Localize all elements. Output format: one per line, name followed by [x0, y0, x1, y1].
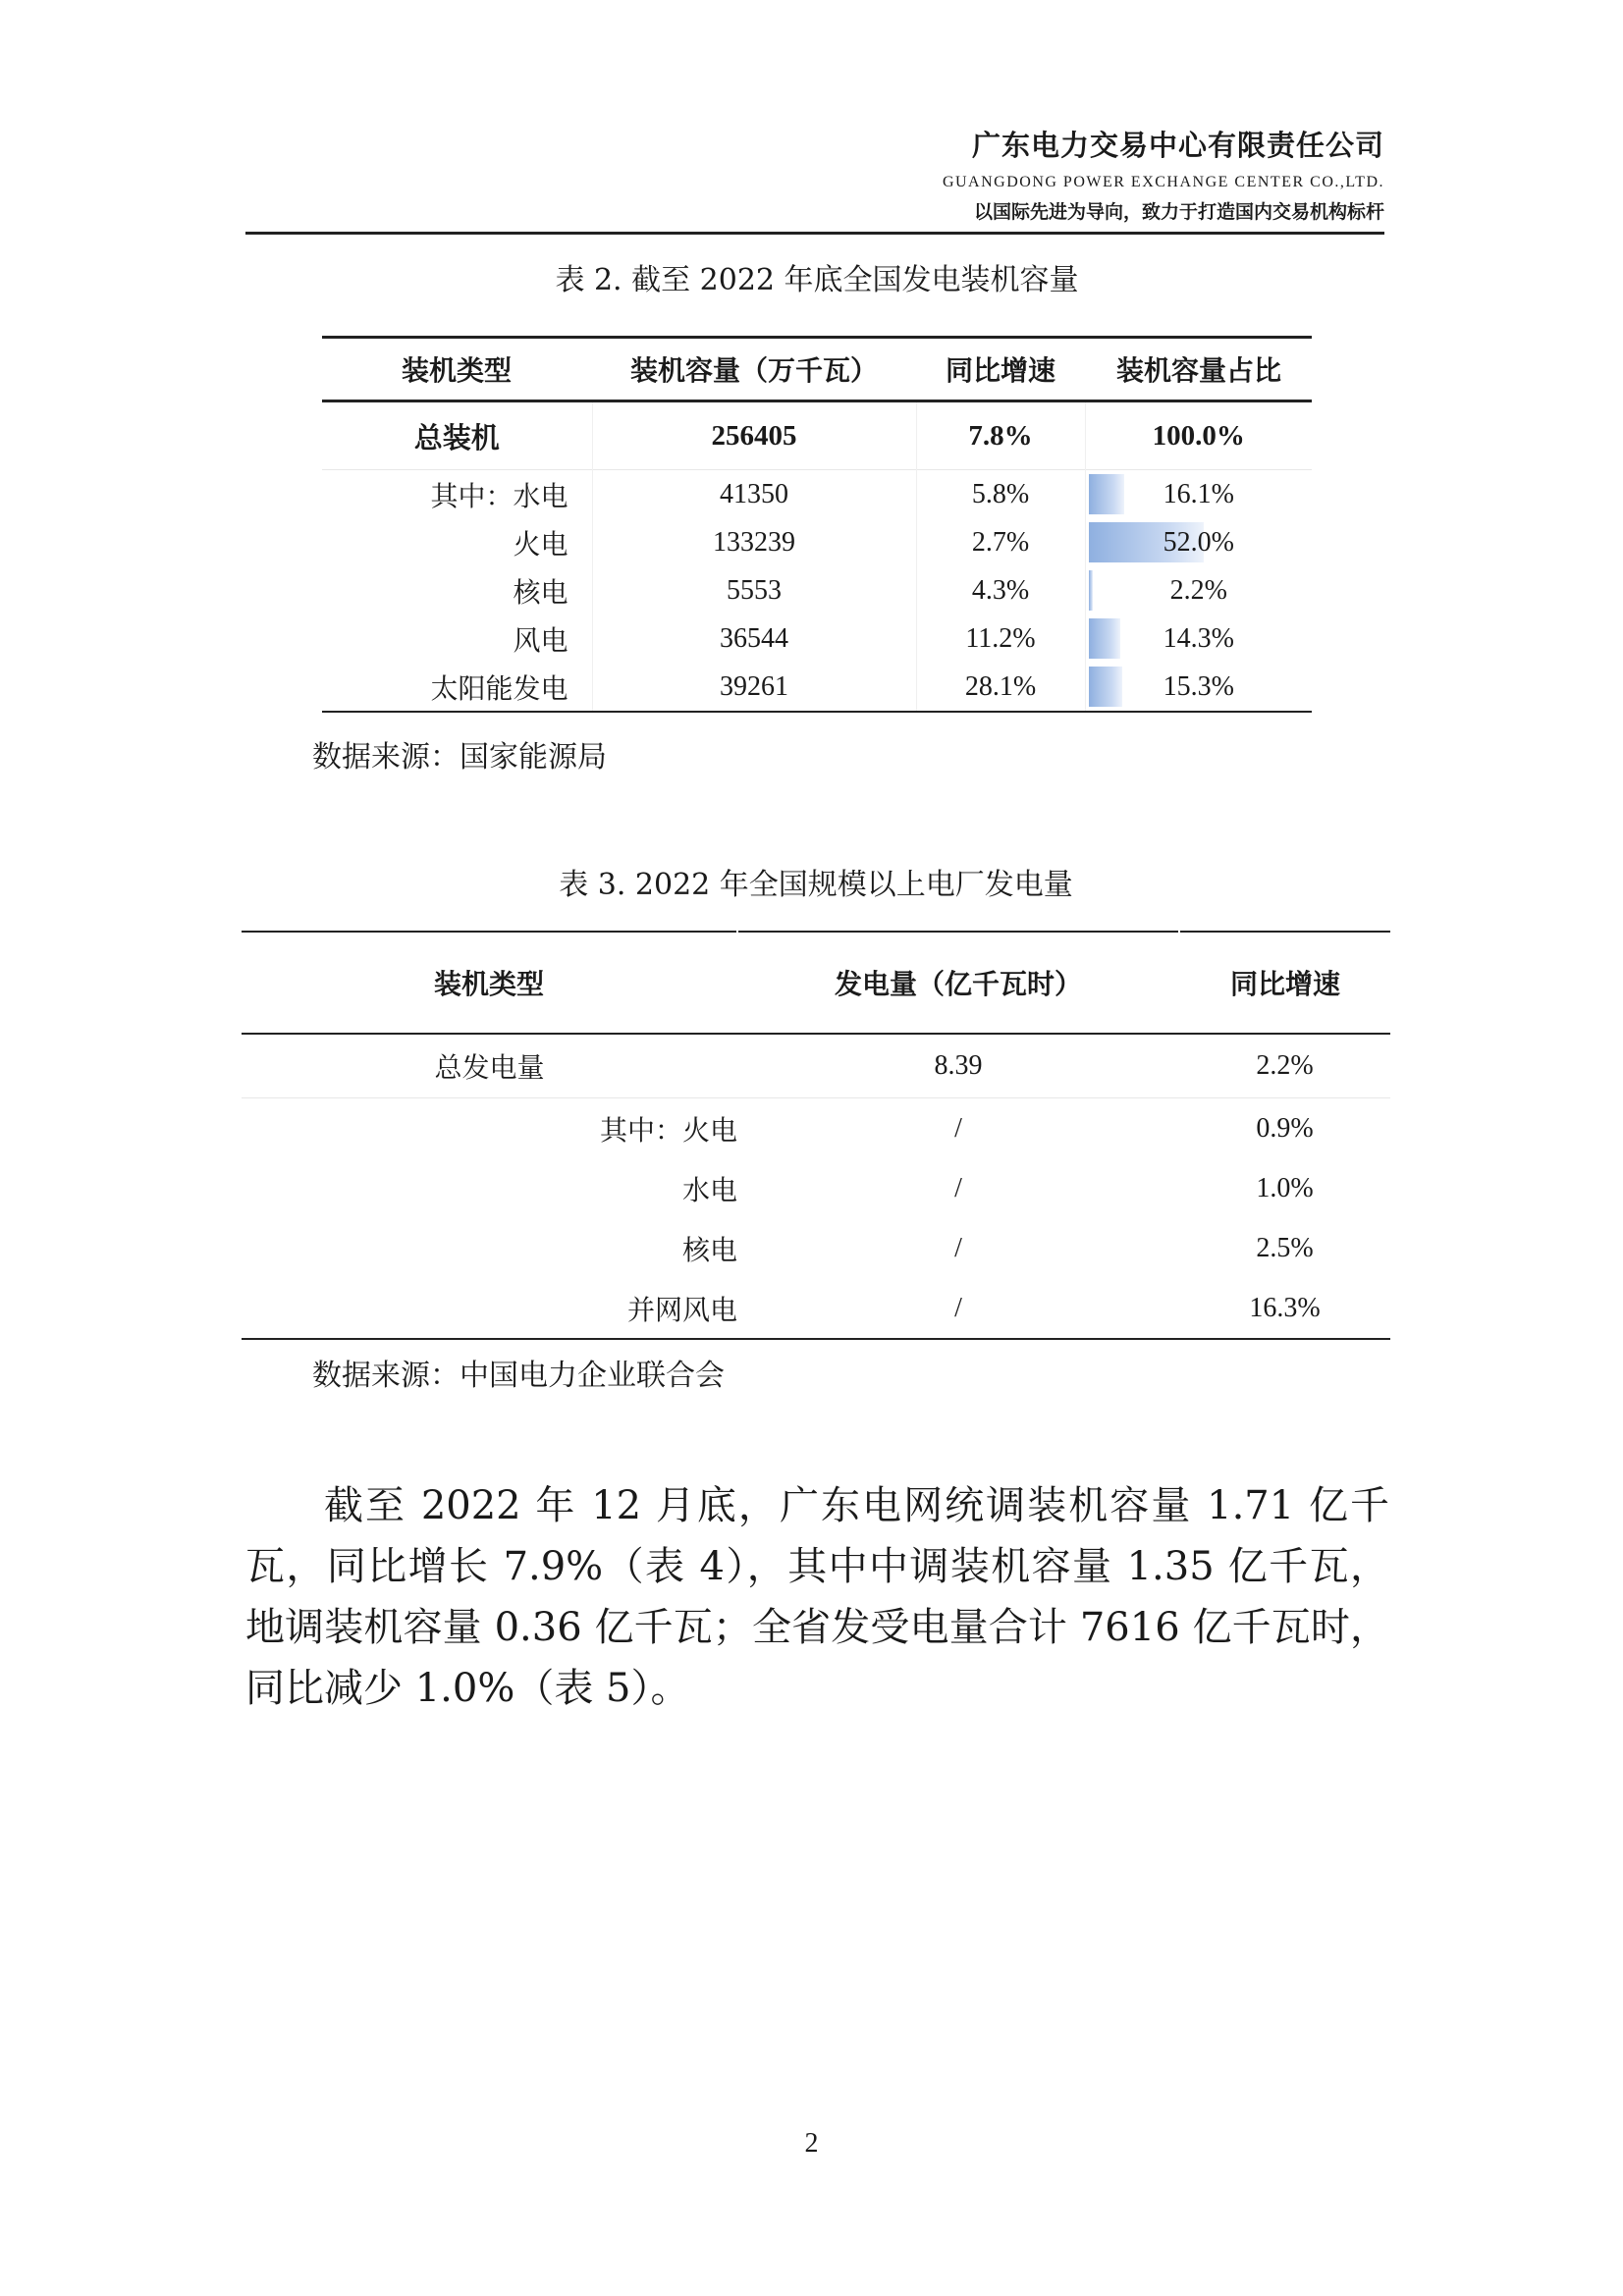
- table-row: [242, 1278, 1390, 1339]
- column-header: 装机类型: [322, 338, 592, 401]
- company-name-en: GUANGDONG POWER EXCHANGE CENTER CO.,LTD.: [942, 174, 1384, 190]
- table3-source: 数据来源：中国电力企业联合会: [312, 1359, 725, 1393]
- row-label: 其中：火电: [599, 1113, 737, 1147]
- table-row: [322, 663, 1312, 712]
- share-value: 52.0%: [1163, 526, 1234, 558]
- column-header: 装机类型: [242, 932, 737, 1034]
- table2-caption: 表 2. 截至 2022 年底全国发电装机容量: [555, 263, 1079, 297]
- company-slogan: 以国际先进为导向，致力于打造国内交易机构标杆: [973, 201, 1384, 223]
- share-cell: [1085, 663, 1312, 712]
- growth-cell: 4.3%: [916, 566, 1085, 614]
- generation-cell: /: [954, 1112, 962, 1144]
- growth-cell: 2.5%: [1256, 1232, 1314, 1263]
- row-label: 水电: [681, 1173, 737, 1206]
- page-number: 2: [804, 2128, 819, 2159]
- table-header-row: [322, 338, 1312, 401]
- table2-installed-capacity: [322, 336, 1312, 713]
- table-row: [242, 1218, 1390, 1278]
- growth-cell: 2.7%: [916, 518, 1085, 566]
- page-header: [245, 126, 1384, 226]
- share-value: 14.3%: [1163, 622, 1234, 654]
- capacity-cell: 36544: [592, 614, 916, 663]
- row-label: 总装机: [413, 420, 500, 454]
- table-row-total: [242, 1034, 1390, 1098]
- company-name-cn: 广东电力交易中心有限责任公司: [971, 129, 1384, 162]
- table3-caption: 表 3. 2022 年全国规模以上电厂发电量: [559, 868, 1073, 902]
- share-cell: [1085, 470, 1312, 519]
- table-row: [322, 518, 1312, 566]
- share-cell: [1085, 614, 1312, 663]
- column-header: 装机容量（万千瓦）: [592, 338, 916, 401]
- row-label: 风电: [513, 623, 568, 657]
- row-label: 太阳能发电: [430, 671, 568, 705]
- row-label: 总发电量: [242, 1034, 737, 1098]
- share-value: 2.2%: [1169, 574, 1227, 606]
- generation-cell: /: [954, 1172, 962, 1203]
- capacity-cell: 256405: [592, 401, 916, 470]
- table-row-total: [322, 401, 1312, 470]
- growth-cell: 1.0%: [1256, 1172, 1314, 1203]
- table-row: [242, 1158, 1390, 1218]
- row-label: 核电: [681, 1233, 737, 1266]
- generation-cell: /: [954, 1292, 962, 1323]
- row-label: 并网风电: [626, 1293, 737, 1326]
- table-row: [322, 470, 1312, 519]
- growth-cell: 28.1%: [916, 663, 1085, 712]
- growth-cell: 11.2%: [916, 614, 1085, 663]
- table-row: [322, 566, 1312, 614]
- row-label: 火电: [513, 527, 568, 561]
- growth-cell: 2.2%: [1179, 1034, 1390, 1098]
- generation-cell: 8.39: [737, 1034, 1179, 1098]
- growth-cell: 7.8%: [916, 401, 1085, 470]
- share-data-bar: [1089, 667, 1122, 707]
- header-divider: [245, 232, 1384, 235]
- column-header: 同比增速: [1179, 932, 1390, 1034]
- share-data-bar: [1089, 474, 1124, 514]
- column-header: 同比增速: [916, 338, 1085, 401]
- table-row: [322, 614, 1312, 663]
- capacity-cell: 133239: [592, 518, 916, 566]
- row-label: 其中：水电: [322, 470, 592, 519]
- column-header: 发电量（亿千瓦时）: [737, 932, 1179, 1034]
- body-text: 截至 2022 年 12 月底，广东电网统调装机容量 1.71 亿千瓦，同比增长 7.9%（表 4），其中中调装机容量 1.35 亿千瓦，地调装机容量 0.36 亿千瓦；全省发受电量合计 7616 亿千瓦时，同比减少 1.0%（表 5）。: [245, 1483, 1389, 1711]
- table-row: [242, 1098, 1390, 1159]
- growth-cell: 5.8%: [916, 470, 1085, 519]
- growth-cell: 0.9%: [1256, 1112, 1314, 1144]
- table-header-row: [242, 932, 1390, 1034]
- share-data-bar: [1089, 570, 1094, 611]
- share-data-bar: [1089, 618, 1120, 659]
- body-paragraph: [245, 1475, 1389, 1719]
- growth-cell: 16.3%: [1249, 1292, 1321, 1323]
- share-value: 15.3%: [1163, 670, 1234, 702]
- share-cell: [1085, 566, 1312, 614]
- capacity-cell: 39261: [592, 663, 916, 712]
- generation-cell: /: [954, 1232, 962, 1263]
- capacity-cell: 5553: [592, 566, 916, 614]
- capacity-cell: 41350: [592, 470, 916, 519]
- row-label: 核电: [513, 575, 568, 609]
- share-value: 16.1%: [1163, 478, 1234, 509]
- table3-power-generation: [242, 931, 1390, 1340]
- column-header: 装机容量占比: [1085, 338, 1312, 401]
- table2-source: 数据来源：国家能源局: [312, 740, 607, 774]
- share-cell: 100.0%: [1085, 401, 1312, 470]
- share-cell: [1085, 518, 1312, 566]
